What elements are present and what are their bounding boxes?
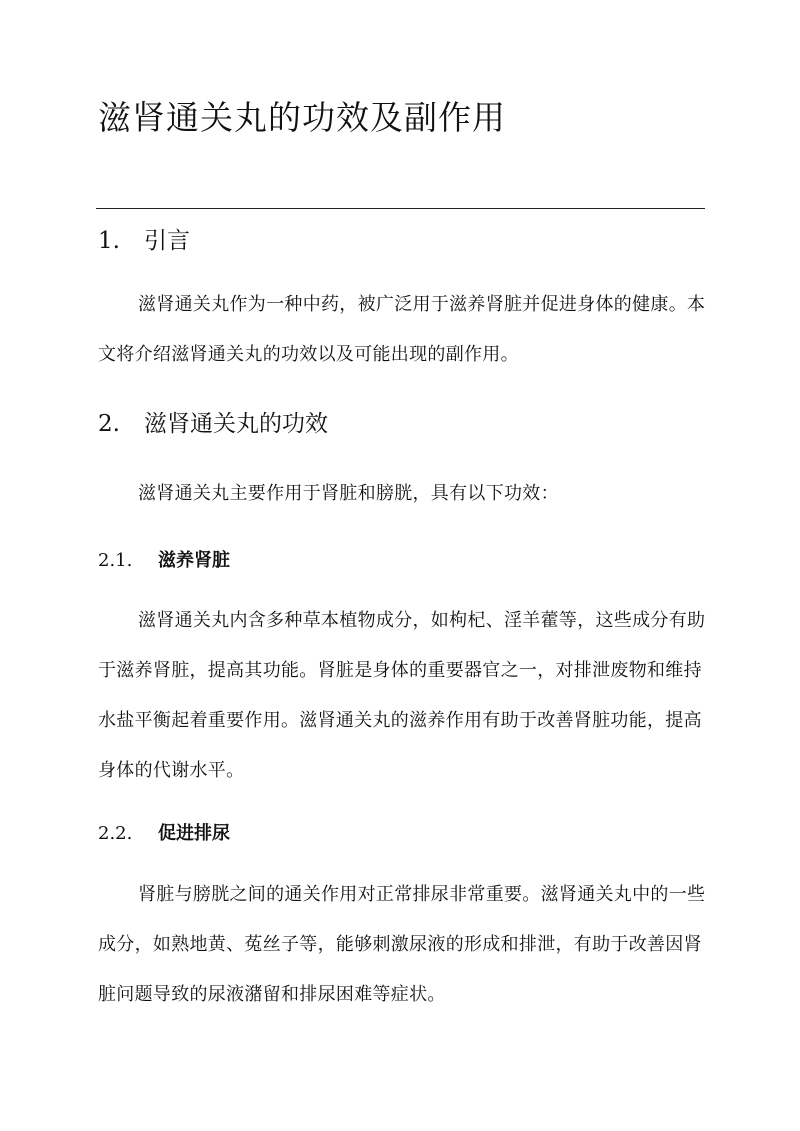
- subsection-heading-nourish-kidney: [98, 546, 230, 572]
- subsection-heading-promote-urination: [98, 819, 230, 845]
- section-number: 1.: [98, 228, 120, 254]
- section-heading-effects: [98, 405, 328, 438]
- effects-intro-paragraph: 滋肾通关丸主要作用于肾脏和膀胱，具有以下功效：: [138, 483, 559, 504]
- subsection-number: 2.2.: [98, 823, 133, 844]
- title-divider: [96, 208, 705, 209]
- subsection-number: 2.1.: [98, 550, 133, 571]
- subsection-title: 促进排尿: [158, 823, 230, 844]
- section-number: 2.: [98, 411, 120, 437]
- subsection-title: 滋养肾脏: [158, 550, 230, 571]
- section-title: 引言: [144, 228, 190, 254]
- section-heading-intro: [98, 222, 190, 255]
- section-title: 滋肾通关丸的功效: [144, 411, 328, 437]
- promote-urination-paragraph: 肾脏与膀胱之间的通关作用对正常排尿非常重要。滋肾通关丸中的一些成分，如熟地黄、菟丝子等，能够刺激尿液的形成和排泄，有助于改善因肾脏问题导致的尿液潴留和排尿困难等症状。: [98, 884, 706, 1005]
- document-title: 滋肾通关丸的功效及副作用: [98, 98, 506, 137]
- nourish-kidney-paragraph: 滋肾通关丸内含多种草本植物成分，如枸杞、淫羊藿等，这些成分有助于滋养肾脏，提高其功能。肾脏是身体的重要器官之一，对排泄废物和维持水盐平衡起着重要作用。滋肾通关丸的滋养作用有助于改善肾脏功能，提高身体的代谢水平。: [98, 610, 706, 781]
- intro-paragraph: 滋肾通关丸作为一种中药，被广泛用于滋养肾脏并促进身体的健康。本文将介绍滋肾通关丸的功效以及可能出现的副作用。: [98, 294, 706, 365]
